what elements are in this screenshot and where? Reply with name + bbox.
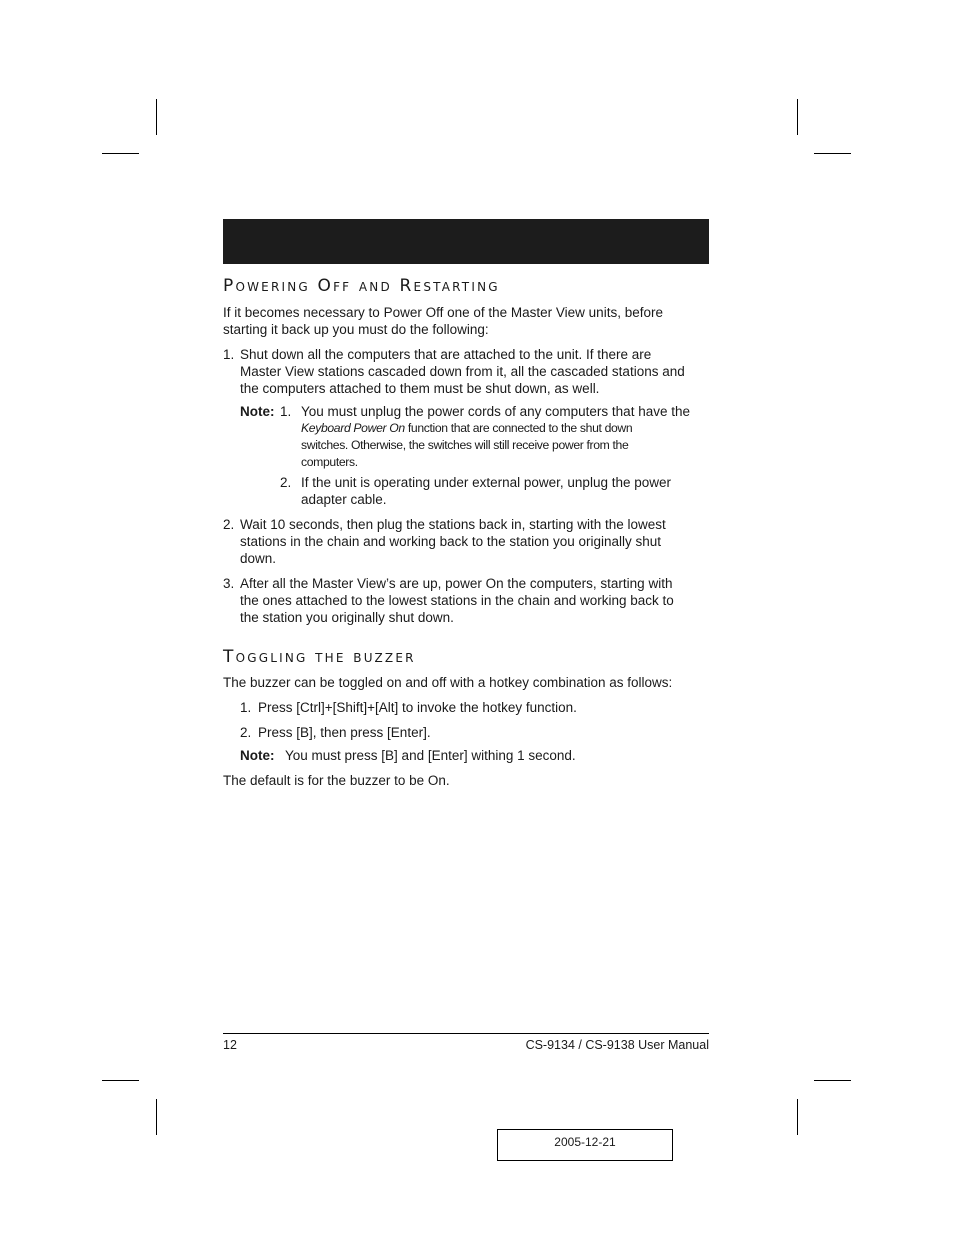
item3-line-2: the ones attached to the lowest stations in the chain and working back to bbox=[240, 593, 674, 608]
chapter-header-bar bbox=[223, 219, 709, 264]
footer-rule bbox=[223, 1033, 709, 1034]
note1-line-1: You must unplug the power cords of any computers that have the bbox=[301, 404, 690, 419]
date-stamp: 2005-12-21 bbox=[497, 1129, 673, 1161]
intro-line-2: starting it back up you must do the following: bbox=[223, 322, 489, 337]
section-heading-toggling-buzzer: Toggling the buzzer bbox=[223, 647, 416, 667]
item2-line-2: stations in the chain and working back to the station you originally shut bbox=[240, 534, 661, 549]
note1-line-2 bbox=[301, 420, 632, 437]
note1-line-2-rest: function that are connected to the shut down bbox=[404, 421, 633, 435]
buzzer-intro: The buzzer can be toggled on and off with a hotkey combination as follows: bbox=[223, 675, 673, 690]
list-number-1: 1. bbox=[223, 347, 235, 362]
list-number-2: 2. bbox=[223, 517, 235, 532]
note2-line-2: adapter cable. bbox=[301, 492, 387, 507]
note1-line-4: computers. bbox=[301, 455, 358, 469]
note1-line-3: switches. Otherwise, the switches will still receive power from the bbox=[301, 438, 629, 452]
buzzer-step-2: Press [B], then press [Enter]. bbox=[258, 725, 431, 740]
buzzer-step-1: Press [Ctrl]+[Shift]+[Alt] to invoke the hotkey function. bbox=[258, 700, 577, 715]
keyboard-power-on-term: Keyboard Power On bbox=[301, 421, 405, 435]
crop-mark-top-left-vertical bbox=[156, 99, 157, 135]
item1-line-1: Shut down all the computers that are attached to the unit. If there are bbox=[240, 347, 652, 362]
intro-line-1: If it becomes necessary to Power Off one of the Master View units, before bbox=[223, 305, 663, 320]
item3-line-1: After all the Master View’s are up, power On the computers, starting with bbox=[240, 576, 673, 591]
item1-line-2: Master View stations cascaded down from it, all the cascaded stations and bbox=[240, 364, 685, 379]
note-number-1: 1. bbox=[280, 404, 292, 419]
buzzer-note-text: You must press [B] and [Enter] withing 1 second. bbox=[285, 748, 576, 763]
item3-line-3: the station you originally shut down. bbox=[240, 610, 454, 625]
section-heading-powering-off: Powering Off and Restarting bbox=[223, 276, 500, 296]
crop-mark-bottom-right-vertical bbox=[797, 1099, 798, 1135]
item2-line-1: Wait 10 seconds, then plug the stations back in, starting with the lowest bbox=[240, 517, 666, 532]
manual-title: CS-9134 / CS-9138 User Manual bbox=[525, 1038, 709, 1052]
crop-mark-top-right-horizontal bbox=[814, 153, 851, 154]
crop-mark-top-left-horizontal bbox=[102, 153, 139, 154]
crop-mark-bottom-left-horizontal bbox=[102, 1080, 139, 1081]
note-number-2: 2. bbox=[280, 475, 292, 490]
note-label: Note: bbox=[240, 404, 275, 419]
crop-mark-bottom-right-horizontal bbox=[814, 1080, 851, 1081]
item1-line-3: the computers attached to them must be shut down, as well. bbox=[240, 381, 600, 396]
page-number: 12 bbox=[223, 1038, 237, 1052]
item2-line-3: down. bbox=[240, 551, 277, 566]
buzzer-note-label: Note: bbox=[240, 748, 275, 763]
crop-mark-top-right-vertical bbox=[797, 99, 798, 135]
step-number-1: 1. bbox=[240, 700, 252, 715]
buzzer-default-text: The default is for the buzzer to be On. bbox=[223, 773, 450, 788]
crop-mark-bottom-left-vertical bbox=[156, 1099, 157, 1135]
note2-line-1: If the unit is operating under external power, unplug the power bbox=[301, 475, 671, 490]
list-number-3: 3. bbox=[223, 576, 235, 591]
step-number-2: 2. bbox=[240, 725, 252, 740]
